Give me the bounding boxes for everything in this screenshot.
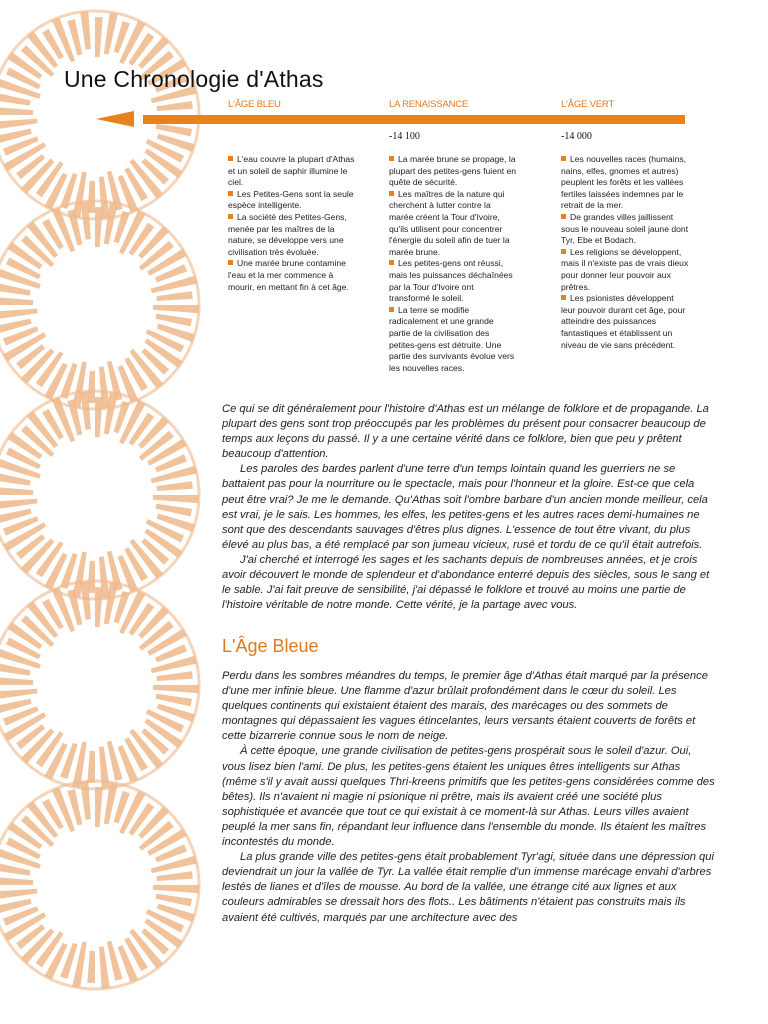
- timeline-item: La marée brune se propage, la plupart des petites-gens fuient en quête de sécurité.: [389, 154, 517, 188]
- intro-text: [222, 402, 716, 613]
- sun-ray: [0, 94, 31, 106]
- sun-ray: [87, 951, 95, 983]
- square-bullet-icon: [228, 260, 233, 265]
- section-title: L'Âge Bleue: [222, 636, 319, 656]
- section-paragraph: Perdu dans les sombres méandres du temps, le premier âge d'Athas était marqué par la présence d'une mer infinie bleue. Une flamme d'azur brûlait profondément dans le cœur du soleil. Les quelques continents qui existaient étaient des marais, des marécages ou des sommets de montagnes qui dépassaient les vagues étincelantes, leurs versants étaient couverts de forêts et cette bizarrerie connue sous le nom de neige.: [222, 670, 708, 743]
- square-bullet-icon: [228, 156, 233, 161]
- sun-wheel-icon: [0, 201, 199, 409]
- sun-ray: [156, 101, 192, 111]
- timeline-item: Les maîtres de la nature qui cherchent à lutter contre la marée créent la Tour d'Ivoire, qu'ils utilisent pour concentrer l'énergie du soleil afin de tuer la marée brune.: [389, 188, 510, 257]
- sun-ray: [95, 207, 103, 247]
- timeline-date-age-vert: -14 000: [561, 131, 592, 142]
- sun-ray: [0, 889, 38, 899]
- square-bullet-icon: [389, 191, 394, 196]
- timeline-column-renaissance: [389, 154, 517, 374]
- sun-ray: [156, 291, 192, 301]
- sun-ray: [153, 495, 199, 503]
- timeline-column-age-bleu: [228, 154, 356, 293]
- sun-ray: [0, 677, 33, 685]
- square-bullet-icon: [561, 295, 566, 300]
- sun-ray: [156, 481, 192, 491]
- intro-paragraph: Ce qui se dit généralement pour l'histoire d'Athas est un mélange de folklore et de propagande. La plupart des gens sont trop préoccupés par les problèmes du présent pour consacrer beaucoup de temps aux leçons du passé. Il y a une certaine vérité dans ce folklore, bien que peu y prêtent beaucoup d'attention.: [222, 403, 709, 461]
- sun-ray: [0, 119, 38, 129]
- timeline-item: La société des Petites-Gens, menée par les maîtres de la nature, se développe vers une civilisation très évoluée.: [228, 211, 347, 257]
- sun-ray: [80, 781, 91, 820]
- sun-ray: [95, 787, 103, 827]
- timeline-header-age-vert: L'ÂGE VERT: [561, 99, 614, 110]
- square-bullet-icon: [228, 214, 233, 219]
- sun-ray: [0, 474, 31, 486]
- square-bullet-icon: [561, 214, 566, 219]
- intro-paragraph: J'ai cherché et interrogé les sages et les sachants depuis de nombreuses années, et je crois avoir découvert le monde de splendeur et d'abondance enterré depuis des siècles, sous le sang et le sable. J'ai fait preuve de sensibilité, j'ai dépassé le folklore et trouvé au moins une partie de l'histoire véritable de notre monde. Cette vérité, je la partage avec vous.: [222, 553, 710, 612]
- timeline-item: Les petites-gens ont réussi, mais les puissances déchaînées par la Tour d'Ivoire ont transformé le soleil.: [389, 258, 513, 304]
- section-paragraph: La plus grande ville des petites-gens était probablement Tyr'agi, située dans une dépression qui deviendrait un jour la vallée de Tyr. La vallée était remplie d'un immense marécage envahi d'arbres lestés de lianes et d'îles de mousse. Au bord de la vallée, une étrange cité aux lignes et aux couleurs admirables se dressait hors des flots.. Les bâtiments n'étaient pas construits mais ils avaient été cultivés, marqués par une architecture avec des: [222, 851, 714, 924]
- sun-ray: [0, 487, 33, 495]
- sun-ray: [153, 685, 199, 693]
- timeline-item: L'eau couvre la plupart d'Athas et un soleil de saphir illumine le ciel.: [228, 154, 355, 188]
- timeline-date-renaissance: -14 100: [389, 131, 420, 142]
- sun-ray: [0, 309, 38, 319]
- sun-ray: [0, 864, 31, 876]
- section-paragraph: À cette époque, une grande civilisation de petites-gens prospérait sous le soleil d'azur. Oui, vous lisez bien l'ami. De plus, les petites-gens étaient les uniques êtres intelligents sur Athas (même s'il y avait aussi quelques Thri-kreens primitifs que les petites-gens considérées comme des bêtes). Ils n'avaient ni magie ni psionique ni prêtre, mais ils avaient créé une société plus sophistiquée et avancée que tout ce qui existait à ce moment-là sur Athas. Leurs villes avaient peuplé la mer sans fin, répandant leur influence dans l'ensemble du monde. Ils étaient les maîtres incontestés du monde.: [222, 745, 715, 849]
- sun-ray: [0, 689, 38, 699]
- sun-ray: [0, 297, 33, 305]
- timeline-item: Une marée brune contamine l'eau et la mer commence à mourir, en mettant fin à cet âge.: [228, 258, 349, 292]
- section-body: [222, 669, 716, 926]
- sun-wheel-icon: [0, 781, 199, 989]
- sun-ray: [87, 751, 95, 783]
- sun-ray: [0, 107, 33, 115]
- sun-ray: [80, 11, 91, 50]
- square-bullet-icon: [561, 249, 566, 254]
- sun-ray: [95, 587, 103, 627]
- timeline-item: Les religions se développent, mais il n'existe pas de vrais dieux pour donner leur pouvoir aux prêtres.: [561, 246, 689, 292]
- square-bullet-icon: [561, 156, 566, 161]
- intro-paragraph: Les paroles des bardes parlent d'une terre d'un temps lointain quand les guerriers ne se battaient pas pour la nourriture ou le spectacle, mais pour l'honneur et la gloire. Est-ce que cela peut être vrai? Je me le demande. Qu'Athas soit l'ombre barbare d'un ancien monde meilleur, cela est vrai, je le sais. Les hommes, les elfes, les petites-gens et les autres races demi-humaines ne sont que des descendants sauvages d'êtres plus dignes. L'essence de tout être vivant, du plus élevé au plus bas, a été remplacé par son jumeau vicieux, rusé et tordu de ce qu'il était autrefois.: [222, 463, 708, 551]
- timeline-bar: [143, 115, 685, 124]
- sun-ray: [156, 871, 192, 881]
- sun-ray: [0, 664, 31, 676]
- sun-wheel-icon: [0, 391, 199, 599]
- sun-ray: [153, 305, 199, 313]
- timeline-item: La terre se modifie radicalement et une grande partie de la civilisation des petites-gens est détruite. Une partie des survivants évolue vers les nouvelles races.: [389, 304, 515, 373]
- timeline-arrow-icon: [96, 111, 134, 127]
- sun-ray: [0, 499, 38, 509]
- timeline-item: De grandes villes jaillissent sous le nouveau soleil jaune dont Tyr, Ebe et Bodach.: [561, 211, 689, 246]
- sun-ray: [0, 877, 33, 885]
- square-bullet-icon: [389, 307, 394, 312]
- timeline-column-age-vert: [561, 154, 689, 351]
- square-bullet-icon: [389, 156, 394, 161]
- timeline-header-renaissance: LA RENAISSANCE: [389, 99, 469, 110]
- sun-ray: [156, 671, 192, 681]
- timeline-item: Les psionistes développent leur pouvoir durant cet âge, pour atteindre des puissances fantastiques et établissent un niveau de vie sans précédent.: [561, 293, 686, 350]
- sun-ray: [95, 397, 103, 437]
- square-bullet-icon: [389, 260, 394, 265]
- square-bullet-icon: [228, 191, 233, 196]
- sun-ray: [95, 17, 103, 57]
- timeline-item: Les nouvelles races (humains, nains, elfes, gnomes et autres) peuplent les forêts et les vallées fertiles laissées indemnes par le retrait de la mer.: [561, 154, 687, 211]
- sun-wheel-icon: [0, 581, 199, 789]
- page-title: Une Chronologie d'Athas: [64, 66, 324, 92]
- timeline-header-age-bleu: L'ÂGE BLEU: [228, 99, 281, 110]
- margin-ornament: [0, 0, 215, 1024]
- sun-ray: [99, 946, 110, 988]
- sun-ray: [0, 284, 31, 296]
- sun-ray: [153, 885, 199, 893]
- timeline-item: Les Petites-Gens sont la seule espèce intelligente.: [228, 188, 354, 211]
